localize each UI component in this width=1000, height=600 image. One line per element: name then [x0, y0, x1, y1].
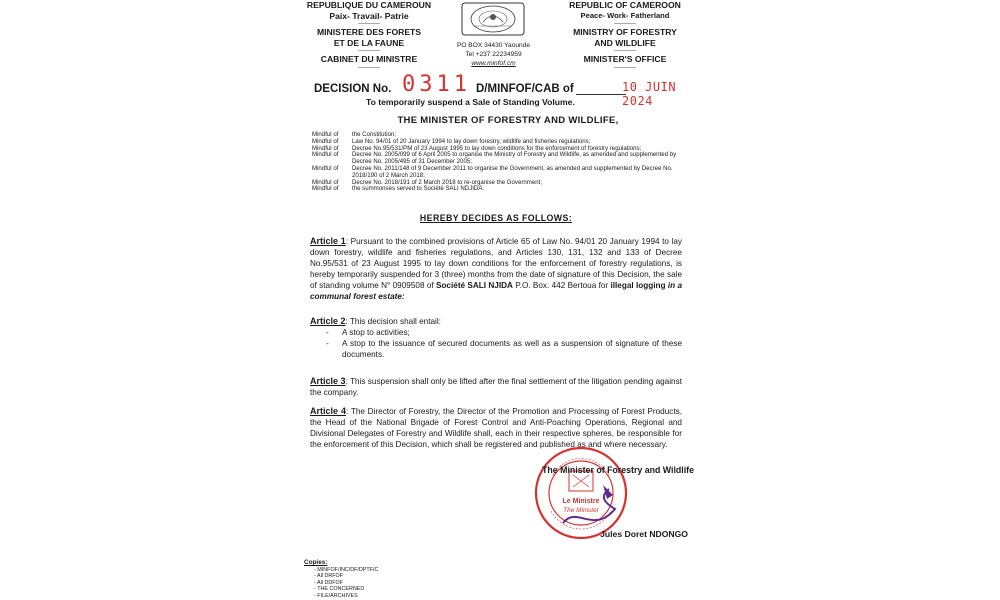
article-label: Article 1 — [310, 236, 346, 246]
mindful-item: Mindful of Decree No. 2005/099 of 6 April 2005 to organise the Ministry of Forestry and Wildlife, as amended and supplemented by Decree No. 2005/495 of 31 December 2005; — [312, 151, 677, 166]
mindful-item: Mindful of Law No. 94/01 of 20 January 1994 to lay down forestry, wildlife and fisheries regulations; — [312, 137, 591, 145]
list-item: - MINFOF/INC/DF/DPTF/C — [314, 566, 379, 573]
header-right — [558, 0, 692, 71]
decides-heading: HEREBY DECIDES AS FOLLOWS: — [419, 213, 573, 223]
date-underline — [576, 94, 626, 95]
office-name-fr: CABINET DU MINISTRE — [320, 54, 418, 64]
article-label: Article 3 — [310, 376, 346, 386]
article-3: Article 3: This suspension shall only be lifted after the final settlement of the litigation pending against the company. — [310, 376, 682, 397]
decision-label: DECISION No. — [314, 83, 392, 95]
signatory-name: Jules Doret NDONGO — [600, 529, 688, 539]
stamp-text: Le Ministre — [562, 498, 600, 505]
decision-number-stamp: 0311 — [402, 72, 471, 97]
mindful-item: Mindful of the Constitution; — [312, 131, 397, 138]
mindful-item: Mindful of Decree No. 2018/191 of 2 March 2018 to re-organise the Government; — [312, 178, 543, 186]
country-name-en: REPUBLIC OF CAMEROON — [569, 0, 681, 10]
signatory-title: The Minister of Forestry and Wildlife — [542, 465, 694, 475]
website-link[interactable]: www.minfof.cm — [471, 60, 516, 67]
decision-reference: D/MINFOF/CAB of — [476, 83, 574, 95]
separator: ----------- — [358, 48, 380, 54]
separator: ----------- — [614, 48, 636, 54]
separator: ----------- — [358, 64, 380, 71]
motto-fr: Paix- Travail- Patrie — [329, 10, 409, 21]
list-item: - All DDFOF — [314, 579, 344, 586]
article-label: Article 2 — [310, 316, 346, 326]
official-stamp-icon — [533, 445, 629, 541]
article-4: Article 4: The Director of Forestry, the Director of the Promotion and Processing of Forest Products, the Head of the National Brigade of Forest Control and Anti-Poaching Operations, Regional and Divisional Delegates of Forestry and Wildlife shall, each in their respective spheres, be responsible for the enforcement of this Decision, which shall be registered and published as and where necessary. — [310, 406, 682, 449]
copies-label: Copies: — [304, 559, 328, 566]
contact-block — [446, 41, 541, 68]
article-1: Article 1: Pursuant to the combined provisions of Article 65 of Law No. 94/01 20 January 1994 to lay down forestry, wildlife and fisheries regulations, and Articles 130, 131, 132 and 133 of Decree No.95/531 of 23 August 1995 to lay down conditions for the enforcement of forestry regulations, is hereby temporarily suspended for 3 (three) months from the date of signature of this Decision, the sale of standing volume N° 0909508 of Société SALI NJIDA P.O. Box. 442 Bertoua for illegal logging in a communal forest estate: — [310, 236, 683, 301]
separator: ----------- — [614, 21, 636, 27]
decision-document — [296, 0, 696, 600]
decision-date-stamp: 10 JUIN 2024 — [622, 80, 677, 108]
po-box: PO BOX 34430 Yaounde — [456, 42, 531, 49]
stamp-text: The Minister — [563, 507, 599, 514]
list-item: - A stop to activities; — [326, 327, 410, 337]
list-item: - FILE/ARCHIVES — [314, 592, 358, 599]
article-2: Article 2: This decision shall entail: - A stop to activities; - A stop to the issuance of secured documents as well as a suspension of signature of these documents. — [310, 316, 682, 359]
list-item: - THE CONCERNED — [314, 586, 365, 593]
ministry-name-en-2: AND WILDLIFE — [594, 37, 656, 48]
motto-en: Peace- Work- Fatherland — [580, 10, 670, 20]
mindful-item: Mindful of the summonses served to Société SALI NDJIDA. — [312, 185, 485, 193]
mindful-item: Mindful of Decree No.95/531/PM of 23 August 1995 to lay down conditions for the enforcement of forestry regulations; — [312, 144, 642, 152]
list-item: - All DRFOF — [314, 573, 344, 580]
telephone: Tel +237 22234959 — [465, 51, 522, 58]
country-name-fr: REPUBLIQUE DU CAMEROUN — [306, 0, 432, 10]
mindful-item: Mindful of Decree No. 2011/148 of 9 December 2011 to organise the Government, as amended and supplemented by Decree No. 2018/190 of 2 March 2018; — [312, 164, 673, 179]
header-left — [304, 0, 434, 71]
separator: ----------- — [358, 21, 380, 27]
list-item: - A stop to the issuance of secured documents as well as a suspension of signature of these documents. — [326, 338, 682, 359]
article-label: Article 4 — [310, 406, 346, 416]
mindful-list — [312, 132, 686, 193]
ministry-name-en-1: MINISTRY OF FORESTRY — [573, 27, 677, 37]
ministry-name-fr-1: MINISTERE DES FORETS — [316, 27, 422, 37]
office-name-en: MINISTER'S OFFICE — [583, 54, 667, 64]
separator: ----------- — [614, 64, 636, 71]
minister-title: THE MINISTER OF FORESTRY AND WILDLIFE, — [397, 115, 619, 126]
coat-of-arms-icon — [461, 2, 525, 36]
copies-list — [304, 560, 378, 600]
decision-subject: To temporarily suspend a Sale of Standing Volume. — [366, 97, 575, 107]
ministry-name-fr-2: ET DE LA FAUNE — [333, 37, 405, 48]
